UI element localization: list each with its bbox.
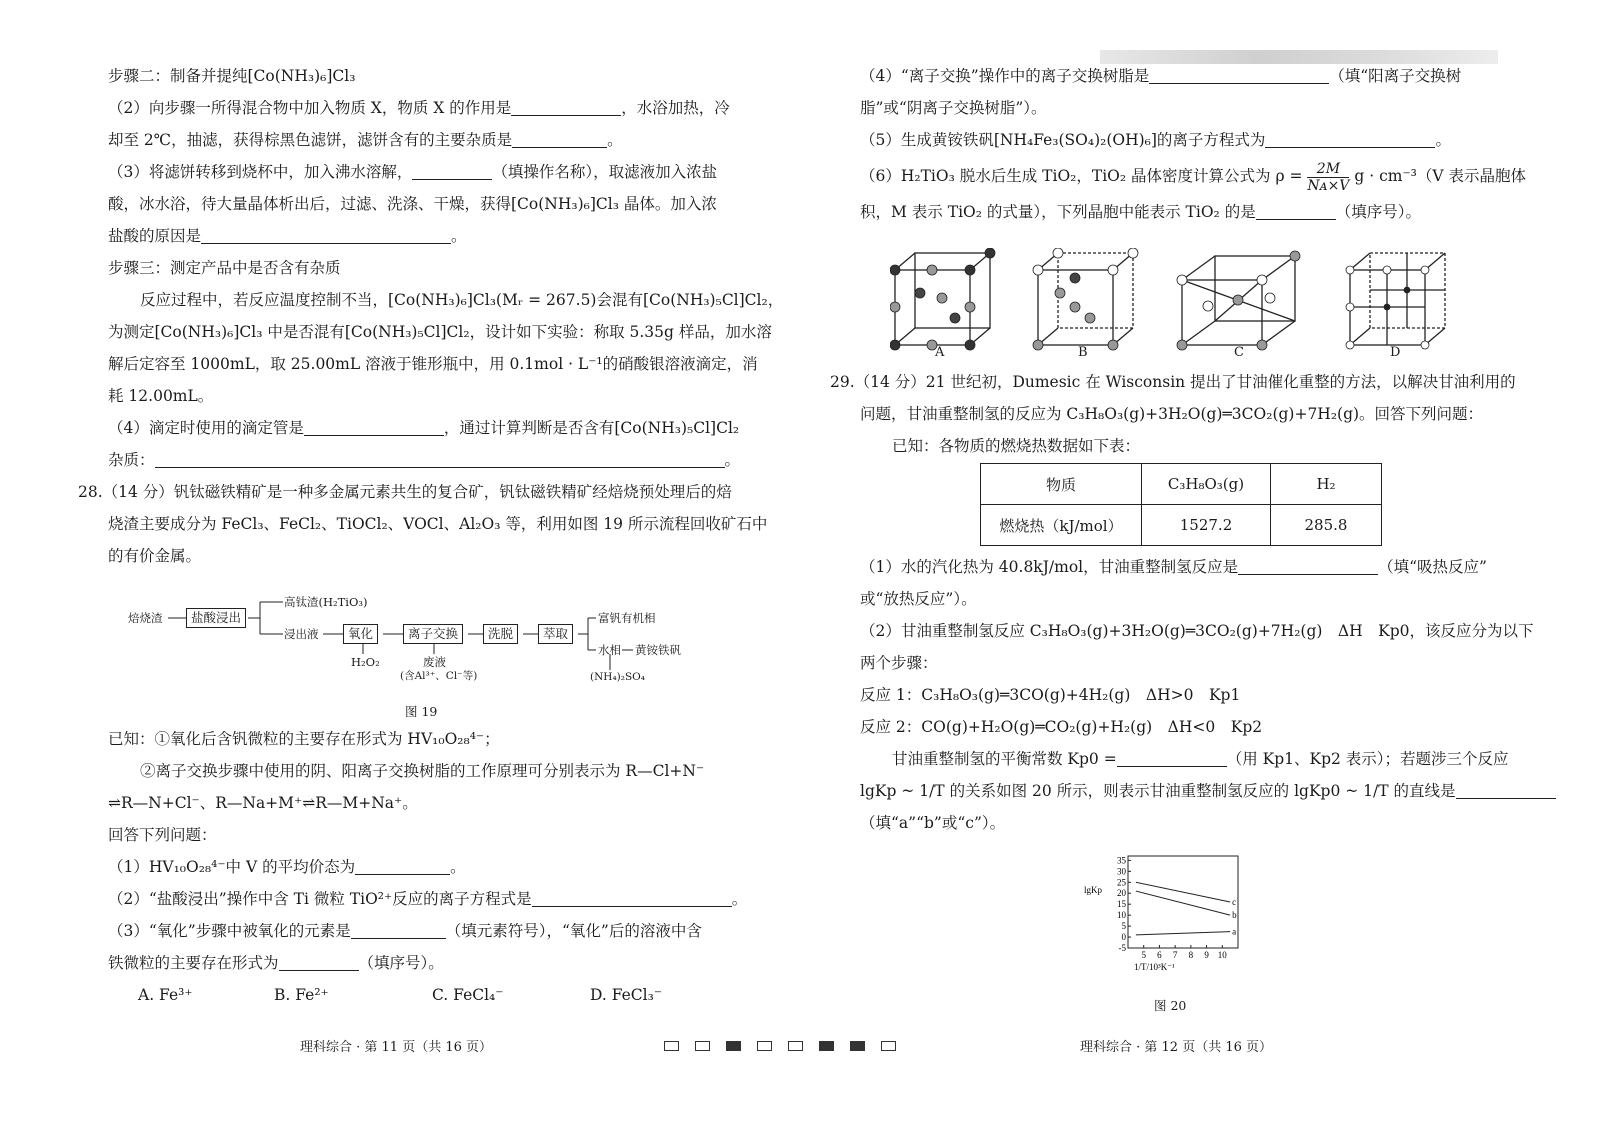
- crystal-figures: [890, 248, 1450, 363]
- t2-line4: lgKp ~ 1/T 的关系如图 20 所示，则表示甘油重整制氢反应的 lgKp0 ~ 1/T 的直线是: [860, 775, 1510, 807]
- table-header: C₃H₈O₃(g): [1142, 464, 1271, 505]
- answer-blank[interactable]: [279, 952, 359, 971]
- answer-blank[interactable]: [511, 97, 621, 116]
- answer-blank[interactable]: [512, 129, 607, 148]
- flow-leachate: 浸出液: [284, 627, 319, 641]
- answer-blank[interactable]: [201, 225, 451, 244]
- page-markers: [664, 1036, 912, 1055]
- q29-line3: 已知：各物质的燃烧热数据如下表：: [892, 437, 1141, 455]
- table-row-label: 燃烧热（kJ/mol）: [981, 505, 1142, 546]
- series-label-c: c: [1232, 897, 1237, 907]
- right-q29: [830, 366, 1516, 462]
- flow-box-oxidize: 氧化: [343, 624, 378, 644]
- options-row: [108, 979, 758, 1011]
- x-tick-label: 5: [1141, 950, 1146, 960]
- answer-blank[interactable]: [1149, 65, 1329, 84]
- option-b[interactable]: B. Fe²⁺: [274, 986, 329, 1004]
- reaction-2: 反应 2：CO(g)+H₂O(g)═CO₂(g)+H₂(g) ΔH<0 Kp2: [860, 718, 1263, 736]
- answer-prompt: 回答下列问题：: [108, 826, 217, 844]
- flow-organic: 富钒有机相: [598, 611, 656, 625]
- x-tick-label: 8: [1188, 950, 1194, 960]
- flow-h2o2: H₂O₂: [351, 655, 380, 669]
- s5: （5）生成黄铵铁矾[NH₄Fe₃(SO₄)₂(OH)₆]的离子方程式为 。: [860, 131, 1451, 149]
- right-page: [860, 60, 1526, 228]
- answer-blank[interactable]: [1117, 748, 1227, 767]
- q4-line2: 杂质： 。: [108, 451, 741, 469]
- answer-blank[interactable]: [155, 449, 725, 468]
- t2-line3: 甘油重整制氢的平衡常数 Kp0 = （用 Kp1、Kp2 表示）；若题涉三个反应: [892, 750, 1509, 768]
- para-4: 耗 12.00mL。: [108, 387, 214, 405]
- q3-line1: （3）将滤饼转移到烧杯中，加入沸水溶解， （填操作名称），取滤液加入浓盐: [108, 163, 718, 181]
- density-fraction: $\frac{2M}{\text{Nᴀ×V}}$: [1307, 160, 1350, 194]
- figure-20-chart: [1082, 852, 1272, 976]
- flow-waste: 废液: [423, 655, 446, 669]
- answer-blank[interactable]: [355, 856, 450, 875]
- t2-line1: （2）甘油重整制氢反应 C₃H₈O₃(g)+3H₂O(g)═3CO₂(g)+7H₂(g) ΔH Kp0，该反应分为以下: [860, 622, 1534, 640]
- series-line-a: [1136, 932, 1230, 935]
- flow-aqueous: 水相: [598, 643, 621, 657]
- y-tick-label: 20: [1117, 888, 1126, 899]
- series-label-b: b: [1232, 910, 1237, 921]
- y-tick-label: 30: [1117, 866, 1126, 877]
- known-1: 已知：①氧化后含钒微粒的主要存在形式为 HV₁₀O₂₈⁴⁻；: [108, 730, 500, 748]
- answer-blank[interactable]: [412, 161, 492, 180]
- footer-left: 理科综合 · 第 11 页（共 16 页）: [300, 1040, 493, 1055]
- marker-square: [788, 1041, 803, 1051]
- marker-square: [757, 1041, 772, 1051]
- series-line-c: [1136, 882, 1230, 902]
- t1-line1: （1）水的汽化热为 40.8kJ/mol，甘油重整制氢反应是 （填“吸热反应”: [860, 558, 1487, 576]
- footer-right: 理科综合 · 第 12 页（共 16 页）: [1080, 1040, 1273, 1055]
- option-a[interactable]: A. Fe³⁺: [138, 986, 193, 1004]
- flow-box-ion-exchange: 离子交换: [403, 624, 463, 644]
- series-label-a: a: [1232, 926, 1237, 937]
- answer-blank[interactable]: [351, 920, 446, 939]
- answer-blank[interactable]: [532, 888, 732, 907]
- para-2: 为测定[Co(NH₃)₆]Cl₃ 中是否混有[Co(NH₃)₅Cl]Cl₂，设计如下实验：称取 5.35g 样品，加水溶: [108, 323, 772, 341]
- y-tick-label: 0: [1121, 932, 1126, 943]
- marker-square: [881, 1041, 896, 1051]
- s6-line2: 积，M 表示 TiO₂ 的式量），下列晶胞中能表示 TiO₂ 的是 （填序号）。: [860, 203, 1421, 221]
- flow-nh4so4: (NH₄)₂SO₄: [590, 671, 645, 683]
- flow-box-leach: 盐酸浸出: [186, 608, 246, 628]
- table-cell: 285.8: [1271, 505, 1382, 546]
- crystal-label-d: D: [1390, 345, 1401, 360]
- crystal-label-b: B: [1078, 345, 1088, 360]
- t2-line2: 两个步骤：: [860, 654, 938, 672]
- t1-line2: 或“放热反应”）。: [860, 590, 977, 608]
- para-3: 解后定容至 1000mL，取 25.00mL 溶液于锥形瓶中，用 0.1mol · L⁻¹的硝酸银溶液滴定，消: [108, 355, 758, 373]
- right-q29-parts: [860, 551, 1534, 839]
- y-tick-label: -5: [1118, 943, 1126, 953]
- flow-start: 焙烧渣: [128, 611, 163, 625]
- crystal-label-c: C: [1234, 345, 1244, 360]
- reaction-1: 反应 1：C₃H₈O₃(g)═3CO(g)+4H₂(g) ΔH>0 Kp1: [860, 686, 1241, 704]
- y-tick-label: 5: [1121, 921, 1126, 932]
- s4-line2: 脂”或“阴离子交换树脂”）。: [860, 99, 1047, 117]
- known-2: ②离子交换步骤中使用的阴、阳离子交换树脂的工作原理可分别表示为 R—Cl+N⁻: [140, 762, 705, 780]
- y-axis-label: lgKp: [1084, 885, 1102, 896]
- marker-square: [726, 1041, 741, 1051]
- t2-line5: （填“a”“b”或“c”）。: [860, 814, 1006, 832]
- q3-line2: 酸，冰水浴，待大量晶体析出后，过滤、洗涤、干燥，获得[Co(NH₃)₆]Cl₃ 晶体。加入浓: [108, 195, 717, 213]
- answer-blank[interactable]: [1256, 201, 1336, 220]
- s6-line1: （6）H₂TiO₃ 脱水后生成 TiO₂，TiO₂ 晶体密度计算公式为 ρ = $\frac{2M}{\text{Nᴀ×V}}$ g · cm⁻³（V 表示晶胞体: [860, 160, 1526, 194]
- s3-line2: 铁微粒的主要存在形式为 （填序号）。: [108, 954, 444, 972]
- left-lower: [108, 723, 758, 1011]
- crystal-label-a: A: [935, 345, 945, 360]
- x-axis-label: 1/T/10³K⁻¹: [1134, 962, 1175, 972]
- table-cell: 1527.2: [1142, 505, 1271, 546]
- table-header: 物质: [981, 464, 1142, 505]
- q28-line1: 28.（14 分）钒钛磁铁精矿是一种多金属元素共生的复合矿，钒钛磁铁精矿经焙烧预处理后的焙: [78, 483, 732, 501]
- q29-line1: 29.（14 分）21 世纪初，Dumesic 在 Wisconsin 提出了甘油催化重整的方法，以解决甘油利用的: [830, 373, 1516, 391]
- figure-20-caption: 图 20: [1154, 998, 1187, 1013]
- q4-line1: （4）滴定时使用的滴定管是 ，通过计算判断是否含有[Co(NH₃)₅Cl]Cl₂: [108, 419, 740, 437]
- q2-line1: （2）向步骤一所得混合物中加入物质 X，物质 X 的作用是 ，水浴加热，冷: [108, 99, 730, 117]
- y-tick-label: 25: [1117, 877, 1126, 888]
- s4-line1: （4）“离子交换”操作中的离子交换树脂是 （填“阳离子交换树: [860, 67, 1462, 85]
- step2-title: 步骤二：制备并提纯[Co(NH₃)₆]Cl₃: [108, 67, 356, 85]
- q3-line3: 盐酸的原因是 。: [108, 227, 467, 245]
- flow-box-extract: 萃取: [538, 624, 573, 644]
- answer-blank[interactable]: [1238, 556, 1378, 575]
- option-c[interactable]: C. FeCl₄⁻: [432, 986, 504, 1004]
- q28-line2: 烧渣主要成分为 FeCl₃、FeCl₂、TiOCl₂、VOCl、Al₂O₃ 等，利用如图 19 所示流程回收矿石中: [108, 515, 768, 533]
- flow-waste-note: (含Al³⁺、Cl⁻等): [400, 670, 478, 682]
- series-line-b: [1136, 891, 1230, 915]
- table-header: H₂: [1271, 464, 1382, 505]
- marker-square: [695, 1041, 710, 1051]
- s3-line1: （3）“氧化”步骤中被氧化的元素是 （填元素符号），“氧化”后的溶液中含: [108, 922, 702, 940]
- flow-top-residue: 高钛渣(H₂TiO₃): [284, 595, 368, 609]
- flowchart: [128, 592, 728, 692]
- s1: （1）HV₁₀O₂₈⁴⁻中 V 的平均价态为 。: [108, 858, 466, 876]
- option-d[interactable]: D. FeCl₃⁻: [590, 986, 663, 1004]
- known-3: ⇌R—N+Cl⁻、R—Na+M⁺⇌R—M+Na⁺。: [108, 794, 418, 812]
- x-tick-label: 10: [1217, 950, 1227, 960]
- y-tick-label: 35: [1117, 855, 1126, 866]
- y-tick-label: 15: [1117, 899, 1126, 910]
- q2-line2: 却至 2℃，抽滤，获得棕黑色滤饼，滤饼含有的主要杂质是 。: [108, 131, 623, 149]
- flow-box-elute: 洗脱: [483, 624, 518, 644]
- combustion-table: [980, 463, 1382, 546]
- left-page: [78, 60, 784, 572]
- x-tick-label: 6: [1157, 950, 1162, 960]
- crystal-cells: [890, 248, 1450, 363]
- x-tick-label: 9: [1204, 950, 1209, 960]
- s2: （2）“盐酸浸出”操作中含 Ti 微粒 TiO²⁺反应的离子方程式是 。: [108, 890, 748, 908]
- figure-19-caption: 图 19: [405, 704, 438, 719]
- answer-blank[interactable]: [1456, 780, 1556, 799]
- marker-square: [664, 1041, 679, 1051]
- q28-line3: 的有价金属。: [108, 547, 202, 565]
- x-tick-label: 7: [1172, 950, 1178, 960]
- para-1: 反应过程中，若反应温度控制不当，[Co(NH₃)₆]Cl₃(Mᵣ = 267.5)会混有[Co(NH₃)₅Cl]Cl₂，: [140, 291, 784, 309]
- lgkp-chart: [1082, 852, 1272, 972]
- q29-line2: 问题，甘油重整制氢的反应为 C₃H₈O₃(g)+3H₂O(g)═3CO₂(g)+7H₂(g)。回答下列问题：: [860, 405, 1484, 423]
- step3-title: 步骤三：测定产品中是否含有杂质: [108, 259, 341, 277]
- marker-square: [850, 1041, 865, 1051]
- marker-square: [819, 1041, 834, 1051]
- flow-product: 黄铵铁矾: [635, 643, 681, 657]
- answer-blank[interactable]: [304, 417, 444, 436]
- answer-blank[interactable]: [1265, 129, 1435, 148]
- y-tick-label: 10: [1117, 910, 1126, 921]
